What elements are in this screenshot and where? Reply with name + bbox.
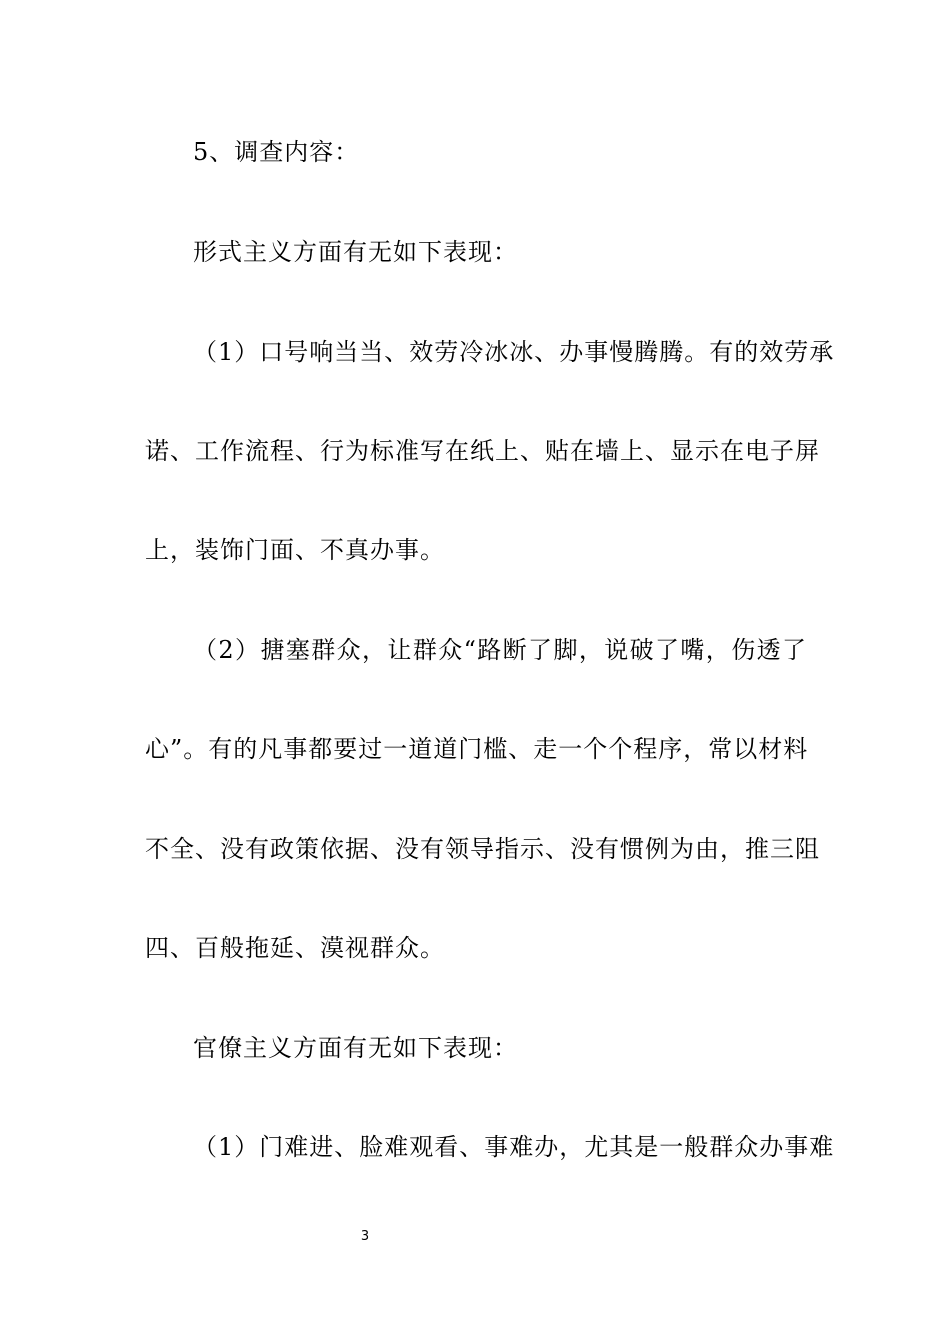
paragraph-line: （1）口号响当当、效劳冷冰冰、办事慢腾腾。有的效劳承 [193, 338, 835, 366]
paragraph-line: 四、百般拖延、漠视群众。 [145, 934, 445, 962]
paragraph-line: 不全、没有政策依据、没有领导指示、没有惯例为由，推三阻 [145, 835, 820, 863]
section-heading: 5、调查内容： [193, 138, 360, 166]
paragraph-line: （2）搪塞群众，让群众“路断了脚，说破了嘴，伤透了 [193, 636, 807, 664]
paragraph-line: 心”。有的凡事都要过一道道门槛、走一个个程序，常以材料 [145, 735, 809, 763]
paragraph-heading-formalism: 形式主义方面有无如下表现： [193, 238, 518, 266]
paragraph-line: （1）门难进、脸难观看、事难办，尤其是一般群众办事难 [193, 1133, 835, 1161]
paragraph-heading-bureaucracy: 官僚主义方面有无如下表现： [193, 1034, 518, 1062]
paragraph-line: 上，装饰门面、不真办事。 [145, 536, 445, 564]
page-number: 3 [360, 1229, 370, 1244]
paragraph-line: 诺、工作流程、行为标准写在纸上、贴在墙上、显示在电子屏 [145, 437, 820, 465]
